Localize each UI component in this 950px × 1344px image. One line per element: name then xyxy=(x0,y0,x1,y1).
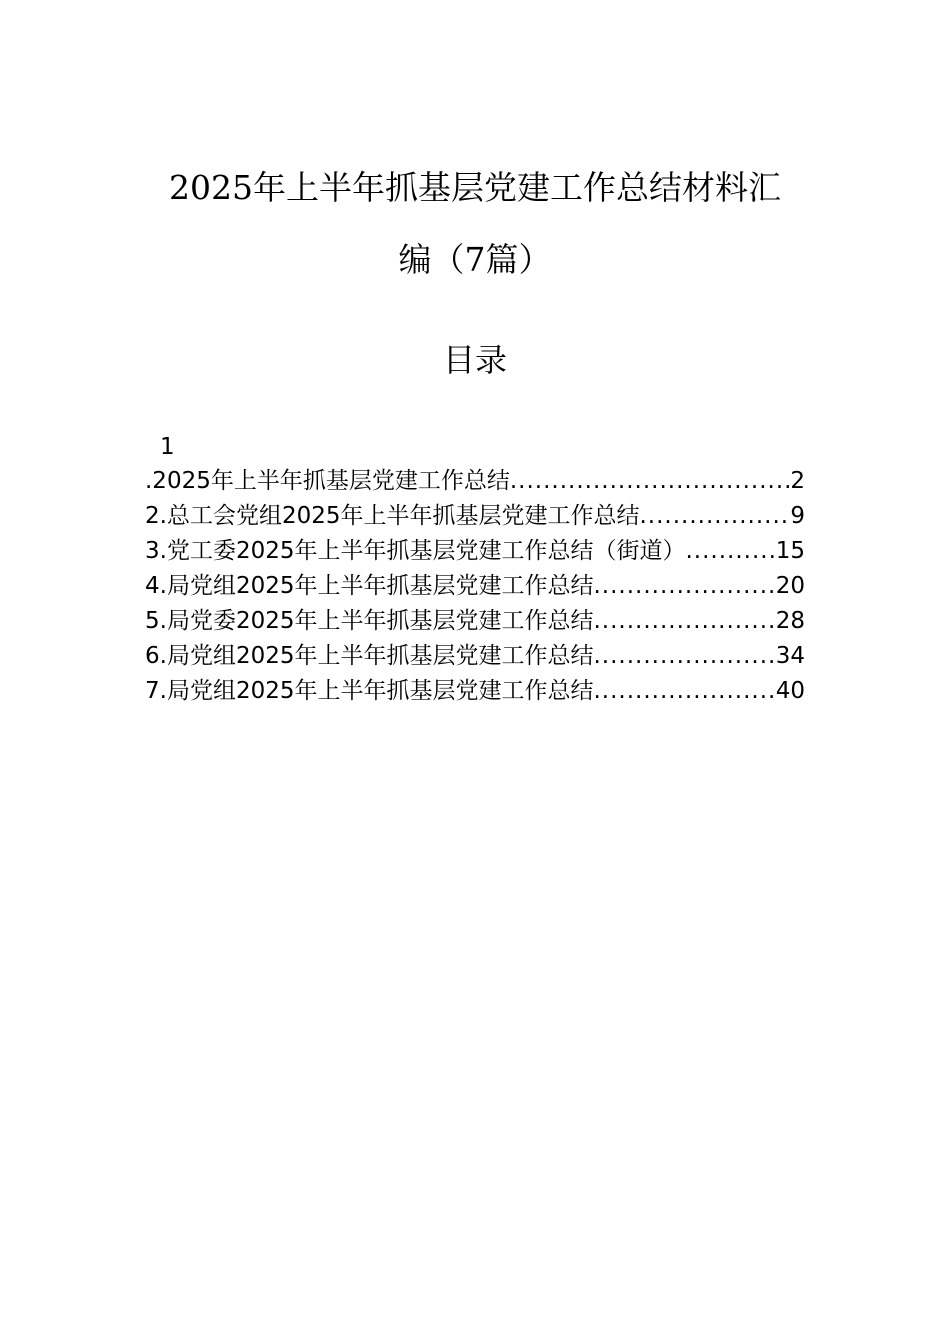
toc-entry-title: 6.局党组2025年上半年抓基层党建工作总结 xyxy=(145,643,594,669)
toc-entry-title: 5.局党委2025年上半年抓基层党建工作总结 xyxy=(145,608,594,634)
toc-entry-5[interactable] xyxy=(145,604,805,639)
document-title-line-2: 编（7篇） xyxy=(398,240,552,279)
toc-entry-title: 4.局党组2025年上半年抓基层党建工作总结 xyxy=(145,573,594,599)
toc-dot-leader xyxy=(593,604,775,639)
toc-dot-leader xyxy=(639,499,790,534)
toc-entry-7[interactable] xyxy=(145,674,805,709)
toc-entry-6[interactable] xyxy=(145,639,805,674)
toc-entry-title: .2025年上半年抓基层党建工作总结 xyxy=(145,468,510,494)
toc-entry-3[interactable] xyxy=(145,534,805,569)
toc-page-number: 28 xyxy=(775,608,805,634)
toc-dot-leader xyxy=(685,534,775,569)
toc-page-number: 34 xyxy=(775,643,805,669)
toc-entry-2[interactable] xyxy=(145,499,805,534)
toc-entry-4[interactable] xyxy=(145,569,805,604)
toc-entry-title: 3.党工委2025年上半年抓基层党建工作总结（街道） xyxy=(145,538,686,564)
toc-heading: 目录 xyxy=(442,341,507,379)
toc-dot-leader xyxy=(593,674,775,709)
toc-entry-title: 2.总工会党组2025年上半年抓基层党建工作总结 xyxy=(145,503,640,529)
toc-dot-leader xyxy=(510,464,791,499)
toc-page-number: 20 xyxy=(775,573,805,599)
toc-page-number: 2 xyxy=(790,468,805,494)
toc-page-number: 9 xyxy=(790,503,805,529)
document-title-line-1: 2025年上半年抓基层党建工作总结材料汇 xyxy=(169,168,781,207)
toc-entry-1[interactable] xyxy=(145,464,805,499)
toc-first-number: 1 xyxy=(160,434,175,460)
toc-dot-leader xyxy=(593,569,775,604)
toc-dot-leader xyxy=(593,639,775,674)
toc-entry-title: 7.局党组2025年上半年抓基层党建工作总结 xyxy=(145,678,594,704)
table-of-contents xyxy=(145,430,805,709)
toc-page-number: 15 xyxy=(775,538,805,564)
toc-page-number: 40 xyxy=(775,678,805,704)
